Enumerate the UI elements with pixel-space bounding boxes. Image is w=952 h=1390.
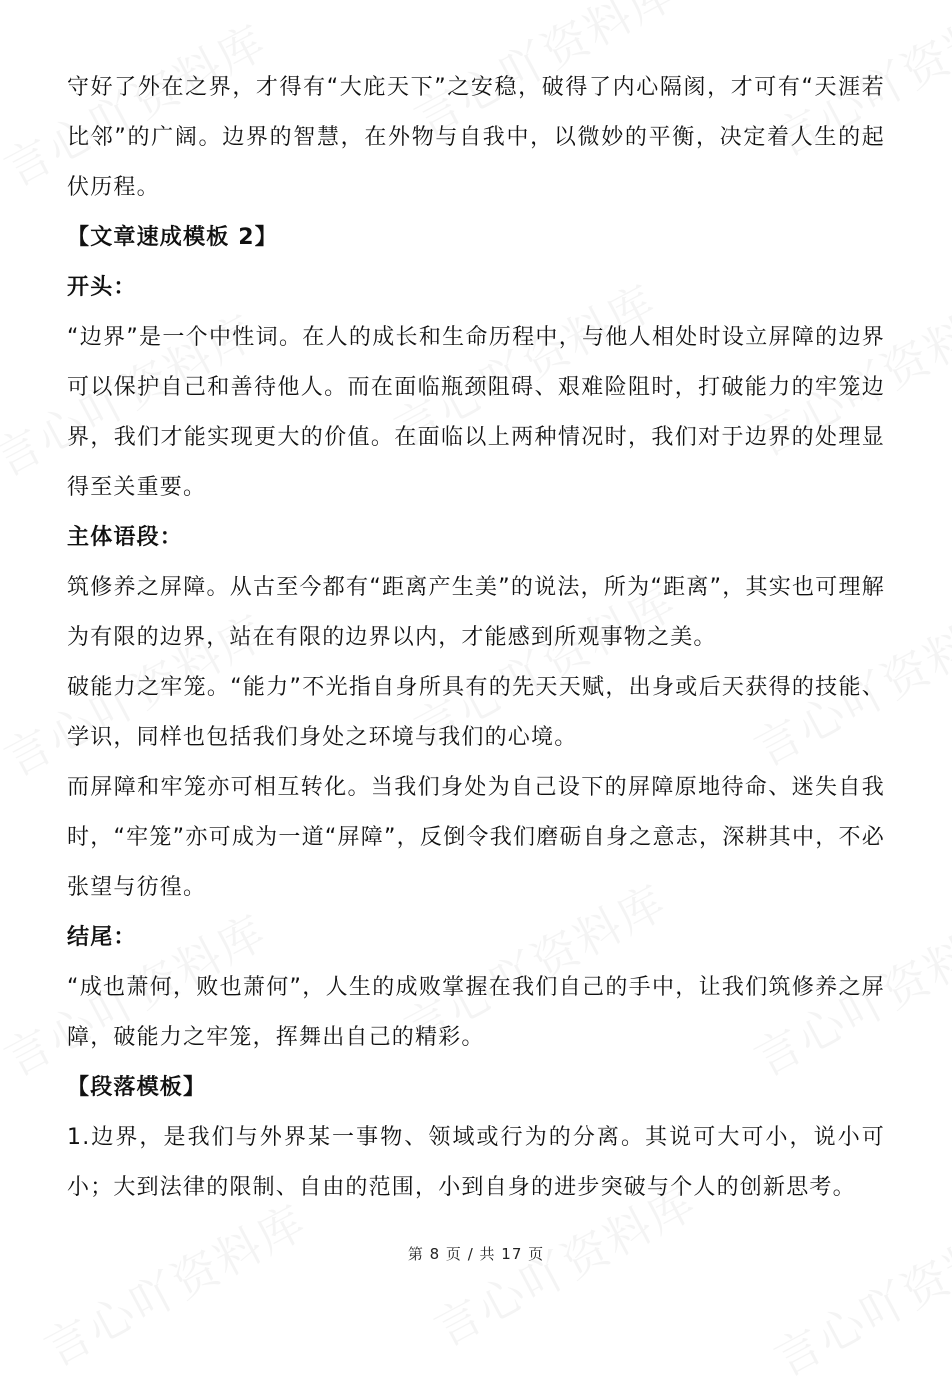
page-number: 第 8 页 / 共 17 页 [407,1245,545,1263]
section-heading: 主体语段： [67,525,184,550]
section-heading: 结尾： [67,925,137,950]
section-heading: 开头： [67,275,137,300]
section-heading: 【段落模板】 [67,1075,207,1100]
body-paragraph: 破能力之牢笼。“能力”不光指自身所具有的先天天赋，出身或后天获得的技能、学识，同样也包括我们身处之环境与我们的心境。 [67,675,885,750]
body-paragraph: 而屏障和牢笼亦可相互转化。当我们身处为自己设下的屏障原地待命、迷失自我时，“牢笼”亦可成为一道“屏障”，反倒令我们磨砺自身之意志，深耕其中，不必张望与彷徨。 [67,775,885,900]
watermark [761,1196,952,1389]
section-heading: 【文章速成模板 2】 [67,225,278,250]
body-paragraph: 守好了外在之界，才得有“大庇天下”之安稳，破得了内心隔阂，才可有“天涯若比邻”的广阔。边界的智慧，在外物与自我中，以微妙的平衡，决定着人生的起伏历程。 [67,75,885,200]
document-body [67,63,885,1213]
watermark [31,1186,316,1379]
body-paragraph: “成也萧何，败也萧何”，人生的成败掌握在我们自己的手中，让我们筑修养之屏障，破能力之牢笼，挥舞出自己的精彩。 [67,975,885,1050]
body-paragraph: 筑修养之屏障。从古至今都有“距离产生美”的说法，所为“距离”，其实也可理解为有限的边界，站在有限的边界以内，才能感到所观事物之美。 [67,575,885,650]
body-paragraph: “边界”是一个中性词。在人的成长和生命历程中，与他人相处时设立屏障的边界可以保护自己和善待他人。而在面临瓶颈阻碍、艰难险阻时，打破能力的牢笼边界，我们才能实现更大的价值。在面临以上两种情况时，我们对于边界的处理显得至关重要。 [67,325,885,500]
body-paragraph: 1.边界，是我们与外界某一事物、领域或行为的分离。其说可大可小，说小可小；大到法律的限制、自由的范围，小到自身的进步突破与个人的创新思考。 [67,1125,885,1200]
